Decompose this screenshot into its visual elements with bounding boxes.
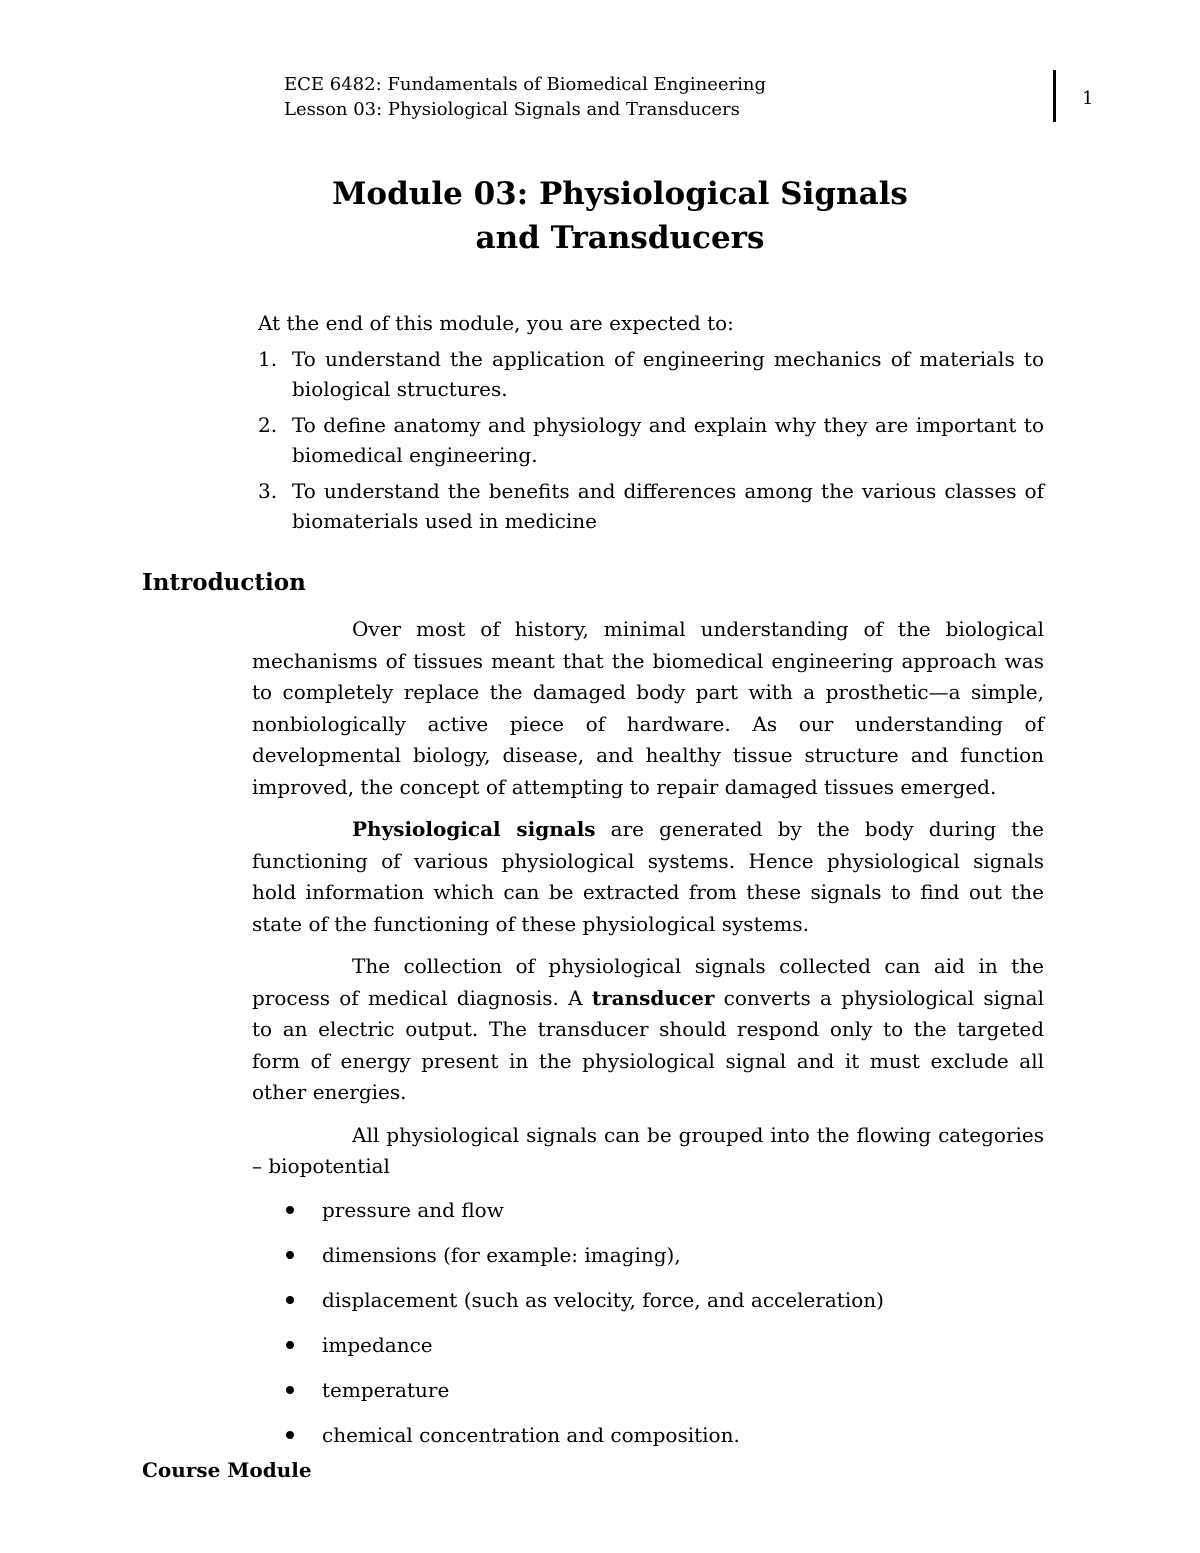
category-text: displacement (such as velocity, force, and acceleration)	[322, 1287, 884, 1312]
category-text: dimensions (for example: imaging),	[322, 1242, 681, 1267]
objectives-list	[258, 344, 1044, 536]
list-item	[252, 1375, 1044, 1420]
objective-text: To understand the application of engineering mechanics of materials to biological structures.	[292, 347, 1044, 401]
category-text: pressure and flow	[322, 1197, 504, 1222]
paragraph-3-text-b: converts a physiological signal to an electric output. The transducer should respond only to the targeted form of energy present in the physiological signal and it must exclude all other energies.	[252, 985, 1044, 1104]
introduction-body	[252, 614, 1044, 1465]
objective-text: To understand the benefits and differences among the various classes of biomaterials used in medicine	[292, 479, 1044, 533]
objectives-intro: At the end of this module, you are expected to:	[258, 311, 734, 335]
category-text: temperature	[322, 1377, 450, 1402]
paragraph-2-text: are generated by the body during the functioning of various physiological systems. Hence physiological signals hold information which can be extracted from these signals to find out the state of the functioning of these physiological systems.	[252, 817, 1044, 936]
introduction-paragraph-1: Over most of history, minimal understanding of the biological mechanisms of tissues meant that the biomedical engineering approach was to completely replace the damaged body part with a prosthetic—a simple, nonbiologically active piece of hardware. As our understanding of developmental biology, disease, and healthy tissue structure and function improved, the concept of attempting to repair damaged tissues emerged.	[252, 617, 1044, 799]
header-divider	[1053, 70, 1056, 122]
footer-label: Course Module	[142, 1458, 312, 1482]
list-item	[252, 1240, 1044, 1285]
list-item	[252, 1285, 1044, 1330]
module-title	[0, 172, 1200, 260]
list-item	[252, 1420, 1044, 1465]
learning-objectives	[258, 308, 1044, 542]
objective-number: 2.	[258, 413, 278, 437]
term-physiological-signals: Physiological signals	[352, 817, 596, 841]
header-lesson-title: Lesson 03: Physiological Signals and Transducers	[284, 99, 740, 120]
term-transducer: transducer	[591, 985, 715, 1010]
objective-item	[258, 410, 1044, 470]
objective-number: 1.	[258, 347, 278, 371]
category-text: impedance	[322, 1332, 433, 1357]
signal-categories-list	[252, 1195, 1044, 1465]
list-item	[252, 1195, 1044, 1240]
introduction-paragraph-3	[252, 951, 1044, 1109]
header-course-title: ECE 6482: Fundamentals of Biomedical Engineering	[284, 74, 767, 95]
bullet-icon	[286, 1386, 294, 1394]
bullet-icon	[286, 1206, 294, 1214]
paragraph-3-text-a: The collection of physiological signals collected can aid in the process of medical diagnosis. A	[252, 954, 1044, 1010]
objective-item	[258, 476, 1044, 536]
objective-text: To define anatomy and physiology and explain why they are important to biomedical engineering.	[292, 413, 1044, 467]
objective-item	[258, 344, 1044, 404]
objective-number: 3.	[258, 479, 278, 503]
introduction-heading: Introduction	[142, 569, 306, 596]
bullet-icon	[286, 1341, 294, 1349]
bullet-icon	[286, 1251, 294, 1259]
bullet-icon	[286, 1296, 294, 1304]
page-number: 1	[1082, 88, 1094, 109]
introduction-paragraph-4: All physiological signals can be grouped into the flowing categories – biopotential	[252, 1122, 1044, 1178]
introduction-paragraph-2	[252, 814, 1044, 940]
list-item	[252, 1330, 1044, 1375]
category-text: chemical concentration and composition.	[322, 1422, 740, 1447]
module-title-line2: and Transducers	[475, 220, 765, 256]
module-title-line1: Module 03: Physiological Signals	[332, 176, 908, 212]
bullet-icon	[286, 1431, 294, 1439]
